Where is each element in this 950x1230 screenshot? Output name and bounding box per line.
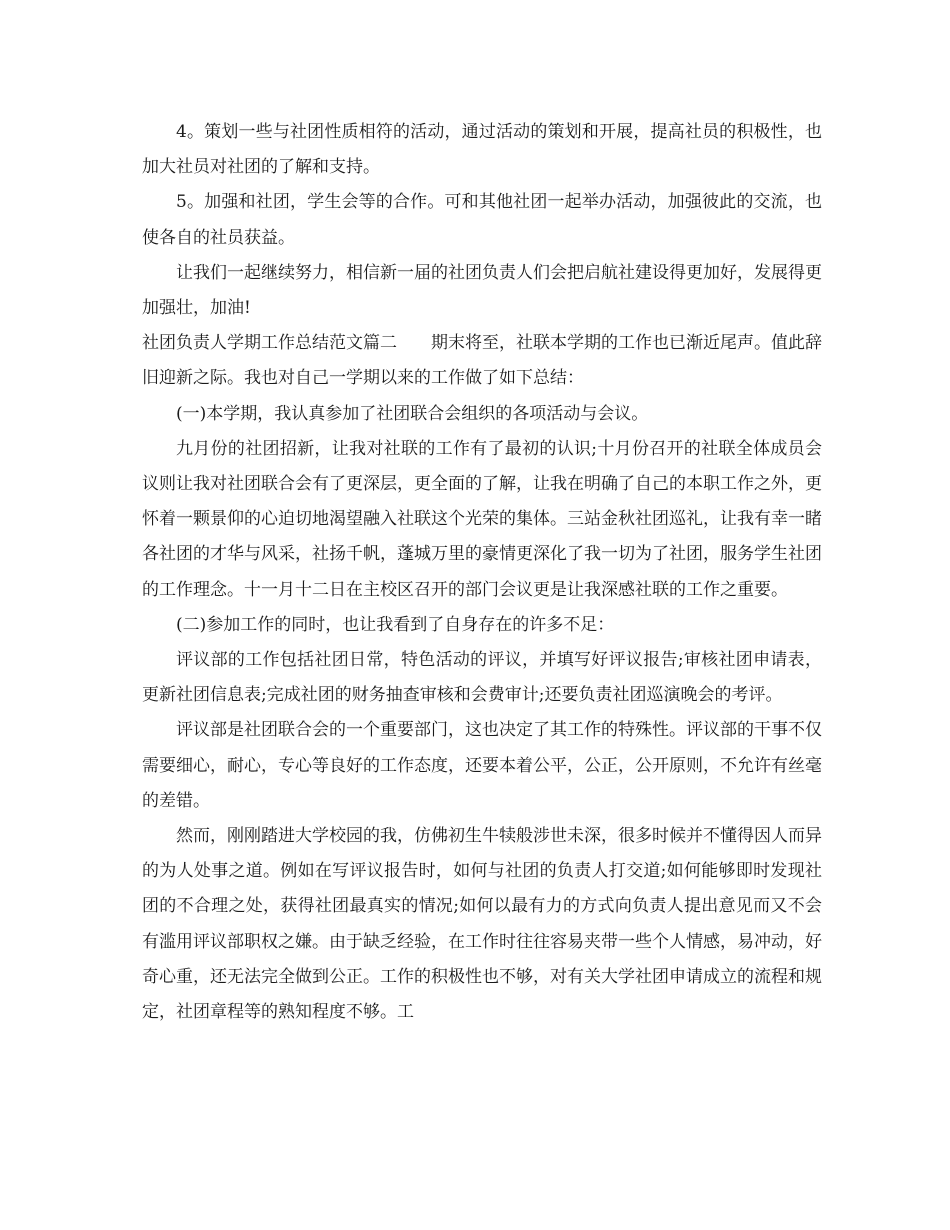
- paragraph-item-4: 4。策划一些与社团性质相符的活动，通过活动的策划和开展，提高社员的积极性，也加大社员对社团的了解和支持。: [142, 122, 822, 178]
- paragraph-part-one-body: 九月份的社团招新，让我对社联的工作有了最初的认识;十月份召开的社联全体成员会议则让我对社团联合会有了更深层，更全面的了解，让我在明确了自己的本职工作之外，更怀着一颗景仰的心迫切地渴望融入社联这个光荣的集体。三站金秋社团巡礼，让我有幸一睹各社团的才华与风采，社扬千帆，蓬城万里的豪情更深化了我一切为了社团，服务学生社团的工作理念。十一月十二日在主校区召开的部门会议更是让我深感社联的工作之重要。: [142, 438, 822, 600]
- paragraph-department: 评议部是社团联合会的一个重要部门，这也决定了其工作的特殊性。评议部的干事不仅需要细心，耐心，专心等良好的工作态度，还要本着公平，公正，公开原则，不允许有丝毫的差错。: [142, 720, 822, 811]
- paragraph-section-heading: 社团负责人学期工作总结范文篇二 期末将至，社联本学期的工作也已渐近尾声。值此辞旧迎新之际。我也对自己一学期以来的工作做了如下总结：: [142, 333, 822, 389]
- paragraph-shortcomings: 然而，刚刚踏进大学校园的我，仿佛初生牛犊般涉世未深，很多时候并不懂得因人而异的为人处事之道。例如在写评议报告时，如何与社团的负责人打交道;如何能够即时发现社团的不合理之处，获得社团最真实的情况;如何以最有力的方式向负责人提出意见而又不会有滥用评议部职权之嫌。由于缺乏经验，在工作时往往容易夹带一些个人情感，易冲动，好奇心重，还无法完全做到公正。工作的积极性也不够，对有关大学社团申请成立的流程和规定，社团章程等的熟知程度不够。工: [142, 826, 822, 1023]
- paragraph-item-5: 5。加强和社团，学生会等的合作。可和其他社团一起举办活动，加强彼此的交流，也使各自的社员获益。: [142, 192, 822, 248]
- document-body: [142, 115, 822, 1030]
- paragraph-duties: 评议部的工作包括社团日常，特色活动的评议，并填写好评议报告;审核社团申请表，更新社团信息表;完成社团的财务抽查审核和会费审计;还要负责社团巡演晚会的考评。: [142, 650, 822, 706]
- paragraph-part-one-heading: (一)本学期，我认真参加了社团联合会组织的各项活动与会议。: [176, 403, 649, 424]
- paragraph-part-two-heading: (二)参加工作的同时，也让我看到了自身存在的许多不足：: [176, 614, 615, 635]
- paragraph-closing: 让我们一起继续努力，相信新一届的社团负责人们会把启航社建设得更加好，发展得更加强壮，加油!: [142, 262, 822, 319]
